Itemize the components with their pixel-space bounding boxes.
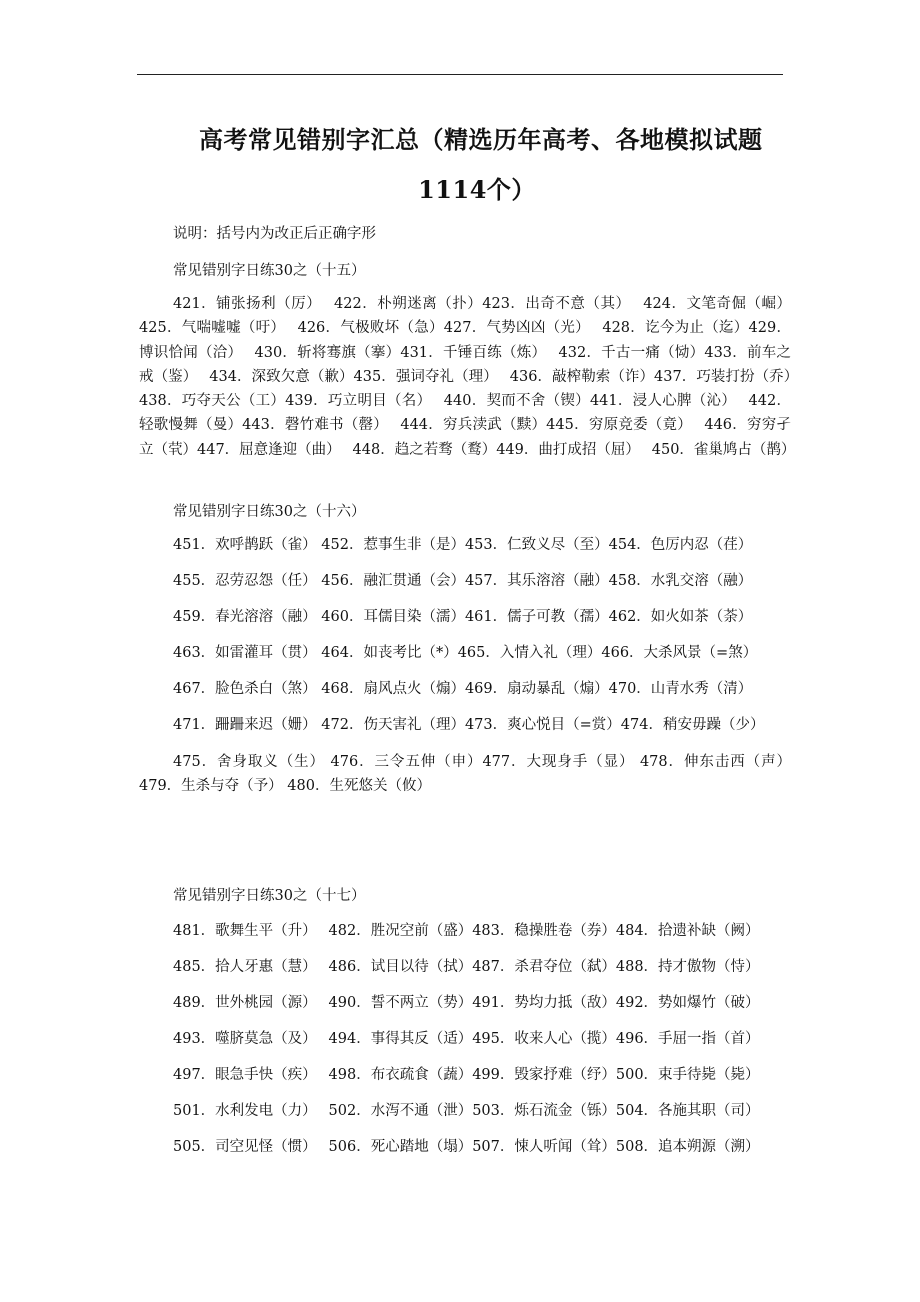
document-title-line1: 高考常见错别字汇总（精选历年高考、各地模拟试题 [199, 125, 763, 154]
section-grid-17 [173, 921, 760, 1173]
list-row: 497．眼急手快（疾） 498．布衣疏食（蔬）499．毁家抒难（纾）500．束手待毙（毙） [173, 1067, 760, 1083]
header-rule [137, 74, 783, 75]
list-row: 505．司空见怪（惯） 506．死心踏地（塌）507．悚人听闻（耸）508．追本朔源（溯） [173, 1139, 760, 1155]
list-row: 489．世外桃园（源） 490．誓不两立（势）491．势均力抵（敌）492．势如爆竹（破） [173, 995, 760, 1011]
section-last-paragraph-16: 475．舍身取义（生） 476．三令五伸（申）477．大现身手（显） 478．伸东击西（声）479．生杀与夺（予） 480．生死悠关（攸） [139, 754, 791, 795]
list-row: 493．噬脐莫急（及） 494．事得其反（适）495．收来人心（揽）496．手屈一指（首） [173, 1031, 760, 1047]
note-text: 说明：括号内为改正后正确字形 [173, 226, 376, 242]
section-heading-16: 常见错别字日练30之（十六） [173, 504, 366, 520]
document-title-line2: 1114个） [418, 175, 536, 204]
list-row: 463．如雷灌耳（贯） 464．如丧考比（*）465．入情入礼（理）466．大杀风景（=煞） [173, 645, 758, 661]
list-row: 467．脸色杀白（煞） 468．扇风点火（煽）469．扇动暴乱（煽）470．山青水秀（清） [173, 681, 753, 697]
list-row: 459．春光溶溶（融） 460．耳儒目染（濡）461．儒子可教（孺）462．如火如茶（荼） [173, 609, 753, 625]
list-row: 455．忍劳忍怨（任） 456．融汇贯通（会）457．其乐溶溶（融）458．水乳交溶（融） [173, 573, 753, 589]
section-heading-15: 常见错别字日练30之（十五） [173, 263, 366, 279]
list-row: 451．欢呼鹊跃（雀） 452．惹事生非（是）453．仁致义尽（至）454．色厉内忍（荏） [173, 537, 753, 553]
section-grid-16 [173, 535, 764, 751]
list-row: 471．跚跚来迟（姗） 472．伤天害礼（理）473．爽心悦目（=赏）474．稍安毋躁（少） [173, 717, 765, 733]
list-row: 485．拾人牙惠（慧） 486．试目以待（拭）487．杀君夺位（弑）488．持才傲物（恃） [173, 959, 760, 975]
list-row: 481．歌舞生平（升） 482．胜况空前（盛）483．稳操胜卷（券）484．拾遗补缺（阙） [173, 923, 760, 939]
section-paragraph-15: 421．铺张扬利（厉） 422．朴朔迷离（扑）423．出奇不意（其） 424．文笔奇倔（崛）425．气喘嘘嘘（吁） 426．气极败坏（急）427．气势凶凶（光） 428．讫今为止（迄）429．博识恰闻（洽） 430．斩将骞旗（搴）431．千锤百练（炼） 432．千古一痛（恸）433．前车之戒（鉴） 434．深致欠意（歉）435．强词夺礼（理） 436．敲榨勒索（诈）437．巧装打扮（乔） 438．巧夺天公（工）439．巧立明目（名） 440．契而不舍（锲）441．浸人心脾（沁） 442．轻歌慢舞（曼）443．磬竹难书（罄） 444．穷兵渎武（黩）445．穷原竞委（竟） 446．穷穷孑立（茕）447．屈意逢迎（曲） 448．趋之若骛（鹜）449．曲打成招（屈） 450．雀巢鸠占（鹊） [139, 296, 811, 458]
list-row: 501．水利发电（力） 502．水泻不通（泄）503．烁石流金（铄）504．各施其职（司） [173, 1103, 760, 1119]
section-heading-17: 常见错别字日练30之（十七） [173, 888, 366, 904]
